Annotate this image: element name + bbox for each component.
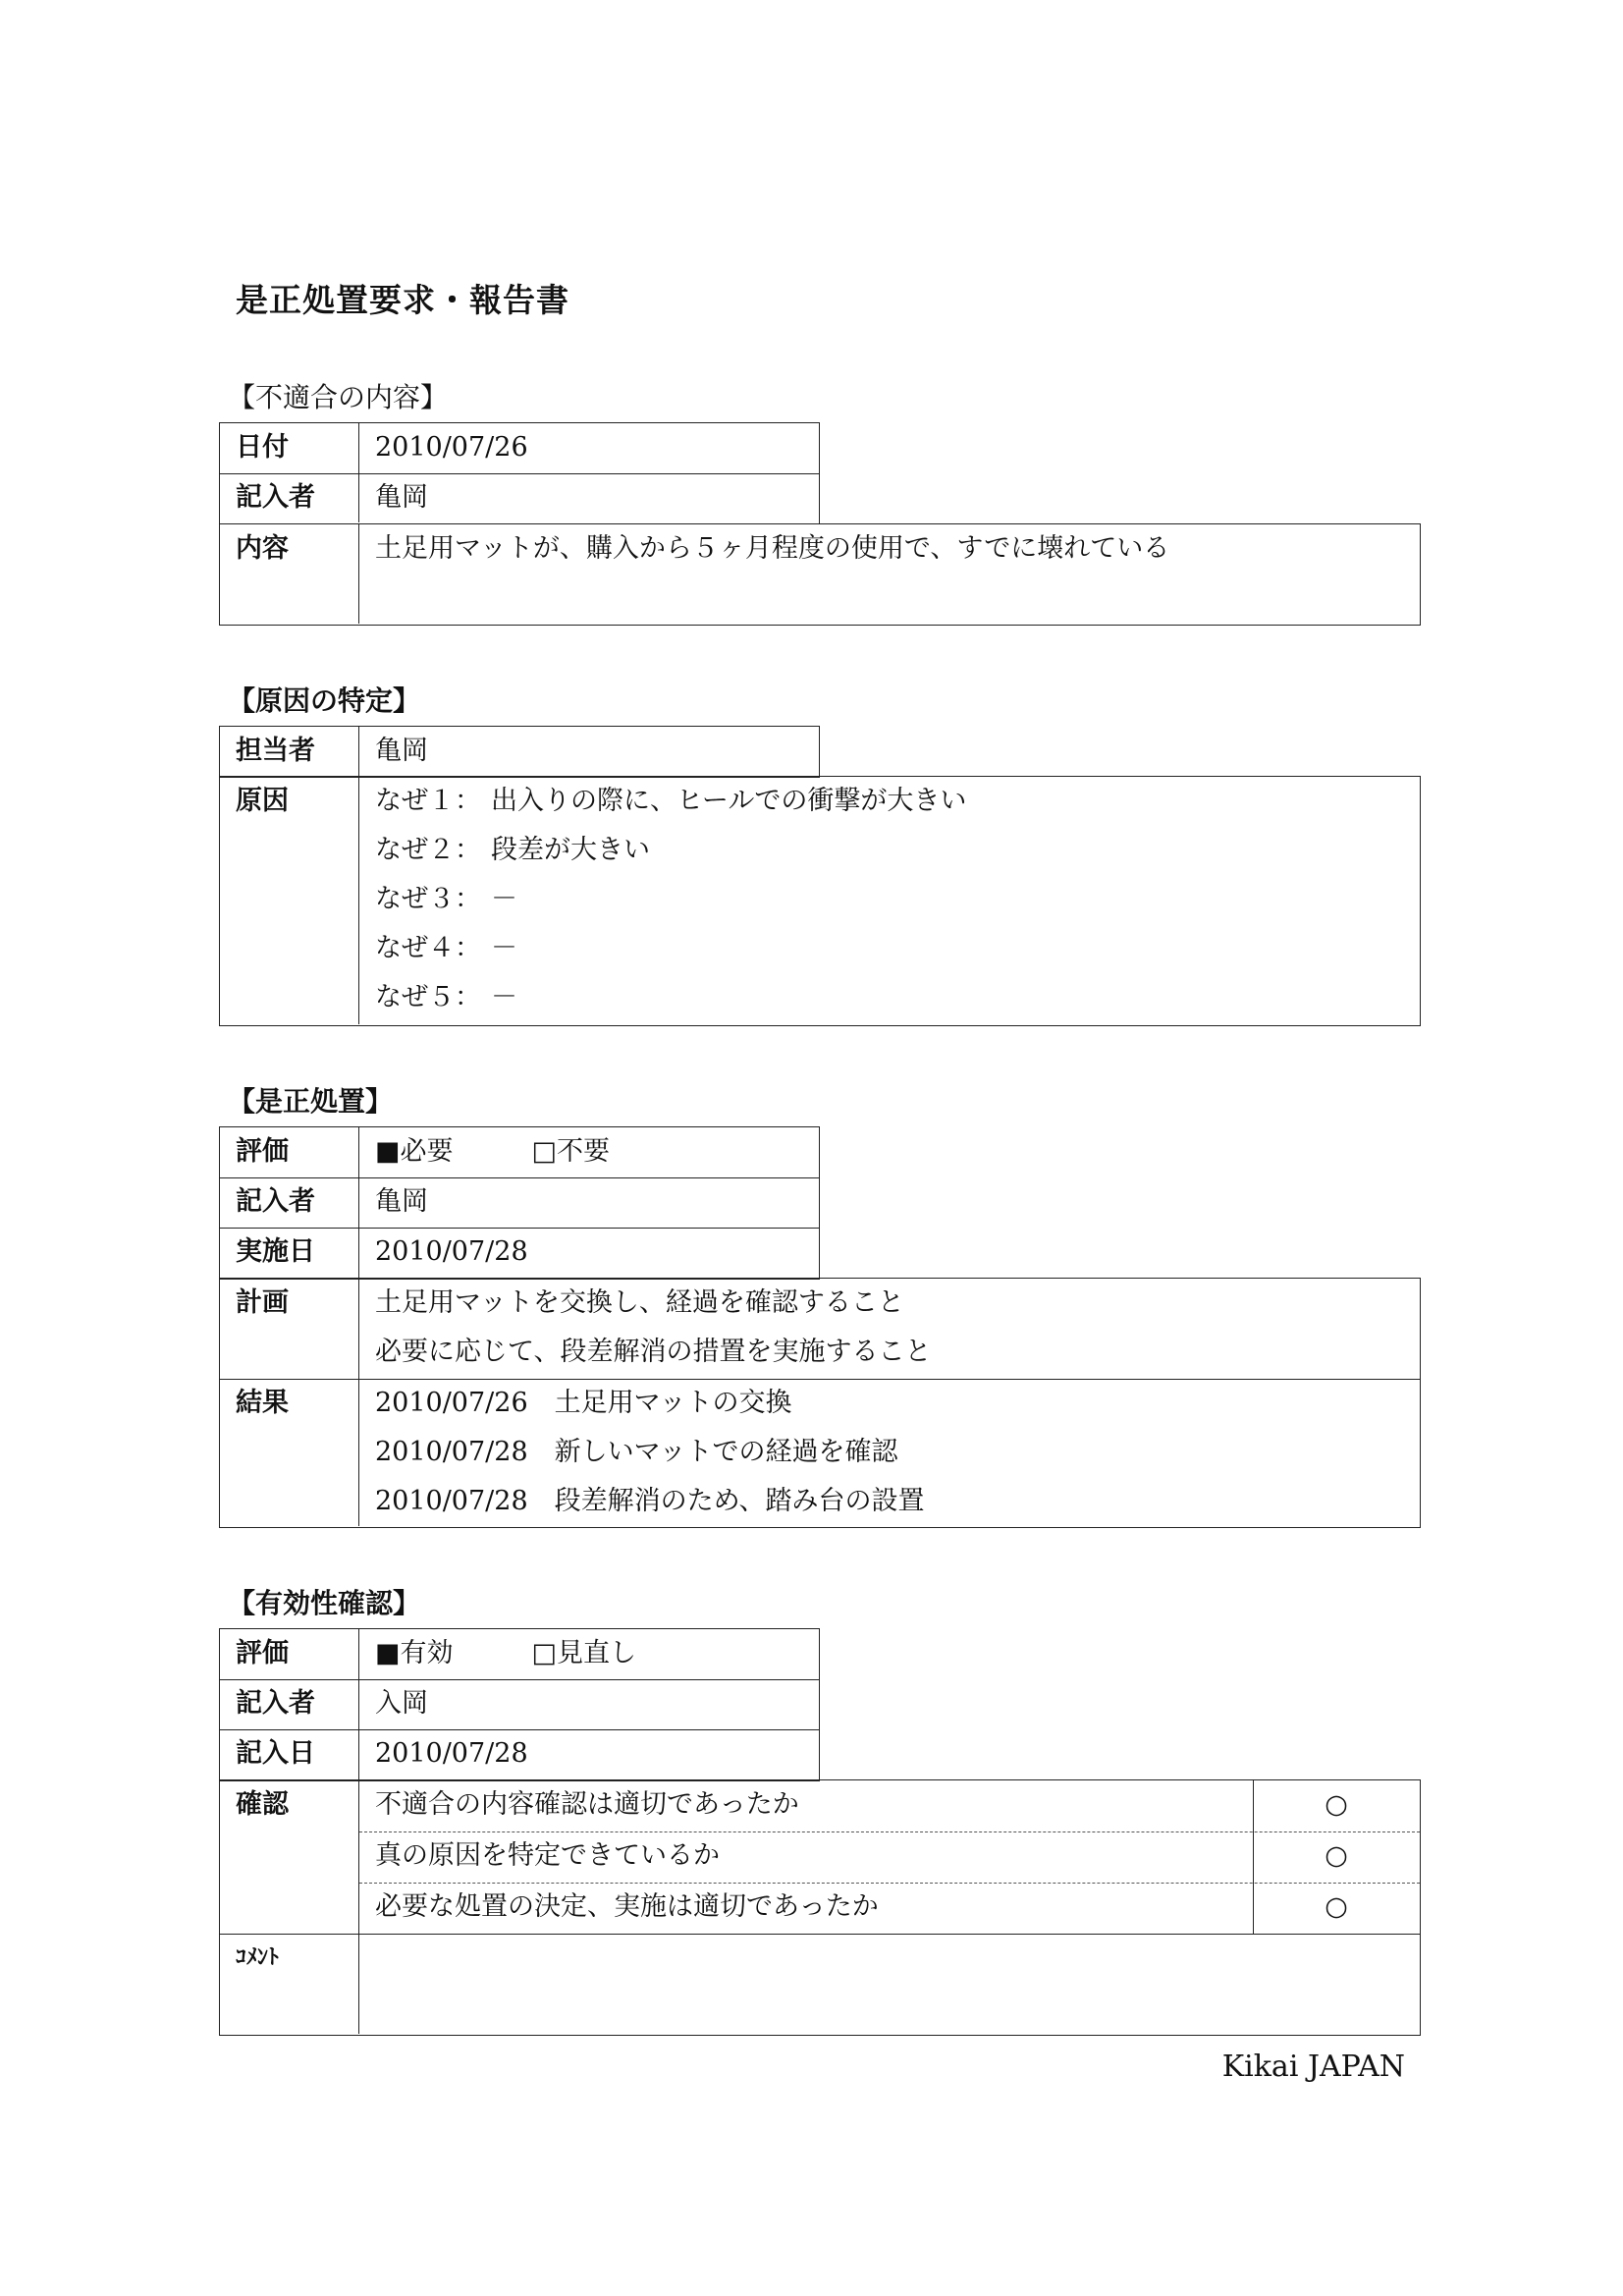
recorder-value: 入岡 [375, 1688, 428, 1719]
recorder-value: 亀岡 [375, 482, 428, 513]
result-2: 2010/07/28 新しいマットでの経過を確認 [375, 1437, 898, 1467]
cause-label: 原因 [236, 786, 289, 816]
eval-label: 評価 [236, 1638, 289, 1668]
eval-options [375, 1127, 610, 1176]
recorder-label: 記入者 [236, 1688, 315, 1719]
check-1-text: 不適合の内容確認は適切であったか [375, 1789, 799, 1820]
cause-heading: 【原因の特定】 [228, 684, 421, 717]
why-2: なぜ２： 段差が大きい [375, 835, 650, 865]
eval-required-checkbox[interactable]: ■必要 [375, 1136, 454, 1167]
nonconformity-content-table [219, 523, 1421, 626]
check-2-mark: ○ [1325, 1840, 1348, 1871]
eval-not-required-checkbox[interactable]: □不要 [531, 1136, 611, 1167]
impl-date-value: 2010/07/28 [375, 1236, 528, 1267]
recorder-label: 記入者 [236, 1186, 315, 1217]
result-label: 結果 [236, 1388, 289, 1418]
eval-label: 評価 [236, 1136, 289, 1167]
recorder-value: 亀岡 [375, 1186, 428, 1217]
comment-label: ｺﾒﾝﾄ [236, 1945, 280, 1970]
cause-table [219, 776, 1421, 1026]
footer-brand: Kikai JAPAN [1221, 2050, 1405, 2084]
why-5: なぜ５： － [375, 982, 517, 1012]
person-label: 担当者 [236, 736, 315, 766]
why-1: なぜ１： 出入りの際に、ヒールでの衝撃が大きい [375, 786, 967, 816]
date-label: 日付 [236, 432, 289, 463]
nonconformity-heading: 【不適合の内容】 [228, 381, 449, 413]
plan-line-2: 必要に応じて、段差解消の措置を実施すること [375, 1337, 932, 1367]
eval-effective-checkbox[interactable]: ■有効 [375, 1638, 454, 1668]
plan-line-1: 土足用マットを交換し、経過を確認すること [375, 1287, 904, 1318]
record-date-value: 2010/07/28 [375, 1738, 528, 1769]
nonconformity-info-table [219, 422, 820, 524]
person-value: 亀岡 [375, 736, 428, 766]
document-title: 是正処置要求・報告書 [236, 281, 569, 319]
result-3: 2010/07/28 段差解消のため、踏み台の設置 [375, 1486, 925, 1516]
check-3-text: 必要な処置の決定、実施は適切であったか [375, 1891, 879, 1922]
why-3: なぜ３： － [375, 884, 517, 914]
corrective-heading: 【是正処置】 [228, 1085, 394, 1118]
recorder-label: 記入者 [236, 482, 315, 513]
corrective-info-table [219, 1126, 820, 1280]
record-date-label: 記入日 [236, 1738, 315, 1769]
check-2-text: 真の原因を特定できているか [375, 1840, 720, 1871]
why-4: なぜ４： － [375, 933, 517, 963]
check-1-mark: ○ [1325, 1789, 1348, 1820]
impl-date-label: 実施日 [236, 1236, 315, 1267]
cause-person-table [219, 726, 820, 778]
date-value: 2010/07/26 [375, 432, 528, 463]
eval-options [375, 1629, 636, 1678]
effectiveness-heading: 【有効性確認】 [228, 1587, 421, 1619]
effectiveness-info-table [219, 1628, 820, 1781]
confirm-label: 確認 [236, 1789, 289, 1820]
result-1: 2010/07/26 土足用マットの交換 [375, 1388, 792, 1418]
plan-label: 計画 [236, 1287, 289, 1318]
content-label: 内容 [236, 533, 289, 564]
corrective-plan-table [219, 1278, 1421, 1528]
effectiveness-confirm-table [219, 1779, 1421, 2036]
check-3-mark: ○ [1325, 1891, 1348, 1922]
content-value: 土足用マットが、購入から５ヶ月程度の使用で、すでに壊れている [375, 533, 1170, 564]
eval-review-checkbox[interactable]: □見直し [531, 1638, 637, 1668]
